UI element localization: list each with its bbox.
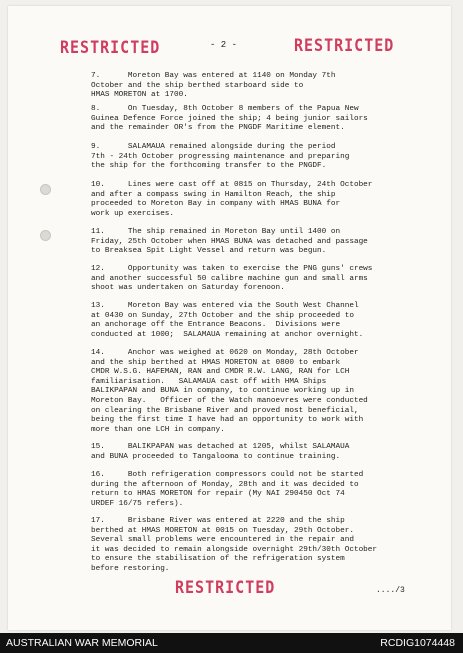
- paragraph-16: 16. Both refrigeration compressors could not be started during the afternoon of Monday, 28th and it was decided to return to HMAS MORETON for repair (My NAI 290450 Oct 74 URDEF 16/75 refers).: [91, 471, 364, 508]
- archive-footer-bar: [0, 633, 463, 653]
- restricted-stamp-right: RESTRICTED: [294, 34, 395, 56]
- paragraph-17: 17. Brisbane River was entered at 2220 and the ship berthed at HMAS MORETON at 0015 on Tuesday, 29th October. Several small problems were encountered in the repair and it was decided to remain alongside overnight 29th/30th October to ensure the stabilisation of the refrigeration system before restoring.: [91, 517, 378, 573]
- restricted-stamp-left: RESTRICTED: [60, 36, 161, 58]
- paragraph-12: 12. Opportunity was taken to exercise the PNG guns' crews and another successful 50 calibre machine gun and small arms shoot was undertaken on Saturday forenoon.: [91, 265, 373, 293]
- archive-name: AUSTRALIAN WAR MEMORIAL: [6, 637, 158, 649]
- paragraph-14: 14. Anchor was weighed at 0620 on Monday, 28th October and the ship berthed at HMAS MORETON at 0800 to embark CMDR W.S.G. HAFEMAN, RAN and CMDR R.W. LANG, RAN for LCH familiarisation. SALAMAUA cast off with HMA Ships BALIKPAPAN and BUNA in company, to continue working up in Moreton Bay. Officer of the Watch manoevres were conducted on clearing the Brisbane River and proved most beneficial, being the first time I have had an opportunity to work with more than one LCH in company.: [91, 349, 368, 434]
- paragraph-7: 7. Moreton Bay was entered at 1140 on Monday 7th October and the ship berthed starboard side to HMAS MORETON at 1700.: [91, 72, 336, 100]
- record-id: RCDIG1074448: [380, 637, 455, 649]
- paragraph-10: 10. Lines were cast off at 0815 on Thursday, 24th October and after a compass swing in Hamilton Reach, the ship proceeded to Moreton Bay in company with HMAS BUNA for work up exercises.: [91, 181, 373, 218]
- punch-hole: [40, 184, 51, 195]
- paragraph-15: 15. BALIKPAPAN was detached at 1205, whilst SALAMAUA and BUNA proceeded to Tangalooma to continue training.: [91, 443, 350, 461]
- paragraph-13: 13. Moreton Bay was entered via the South West Channel at 0430 on Sunday, 27th October and the ship proceeded to an anchorage off the Entrance Beacons. Divisions were conducted at 1000; SALAMAUA remaining at anchor overnight.: [91, 302, 364, 339]
- restricted-stamp-footer: RESTRICTED: [175, 576, 276, 598]
- paragraph-11: 11. The ship remained in Moreton Bay until 1400 on Friday, 25th October when HMAS BUNA was detached and passage to Breaksea Spit Light Vessel and return was begun.: [91, 228, 368, 256]
- punch-hole: [40, 230, 51, 241]
- continuation-marker: ..../3: [376, 586, 405, 595]
- paragraph-8: 8. On Tuesday, 8th October 8 members of the Papua New Guinea Defence Force joined the ship; 4 being junior sailors and the remainder OR's from the PNGDF Maritime element.: [91, 105, 368, 133]
- paragraph-9: 9. SALAMAUA remained alongside during the period 7th - 24th October progressing maintenance and preparing the ship for the forthcoming transfer to the PNGDF.: [91, 143, 350, 171]
- page-number: - 2 -: [210, 40, 238, 50]
- document-page: [8, 6, 451, 630]
